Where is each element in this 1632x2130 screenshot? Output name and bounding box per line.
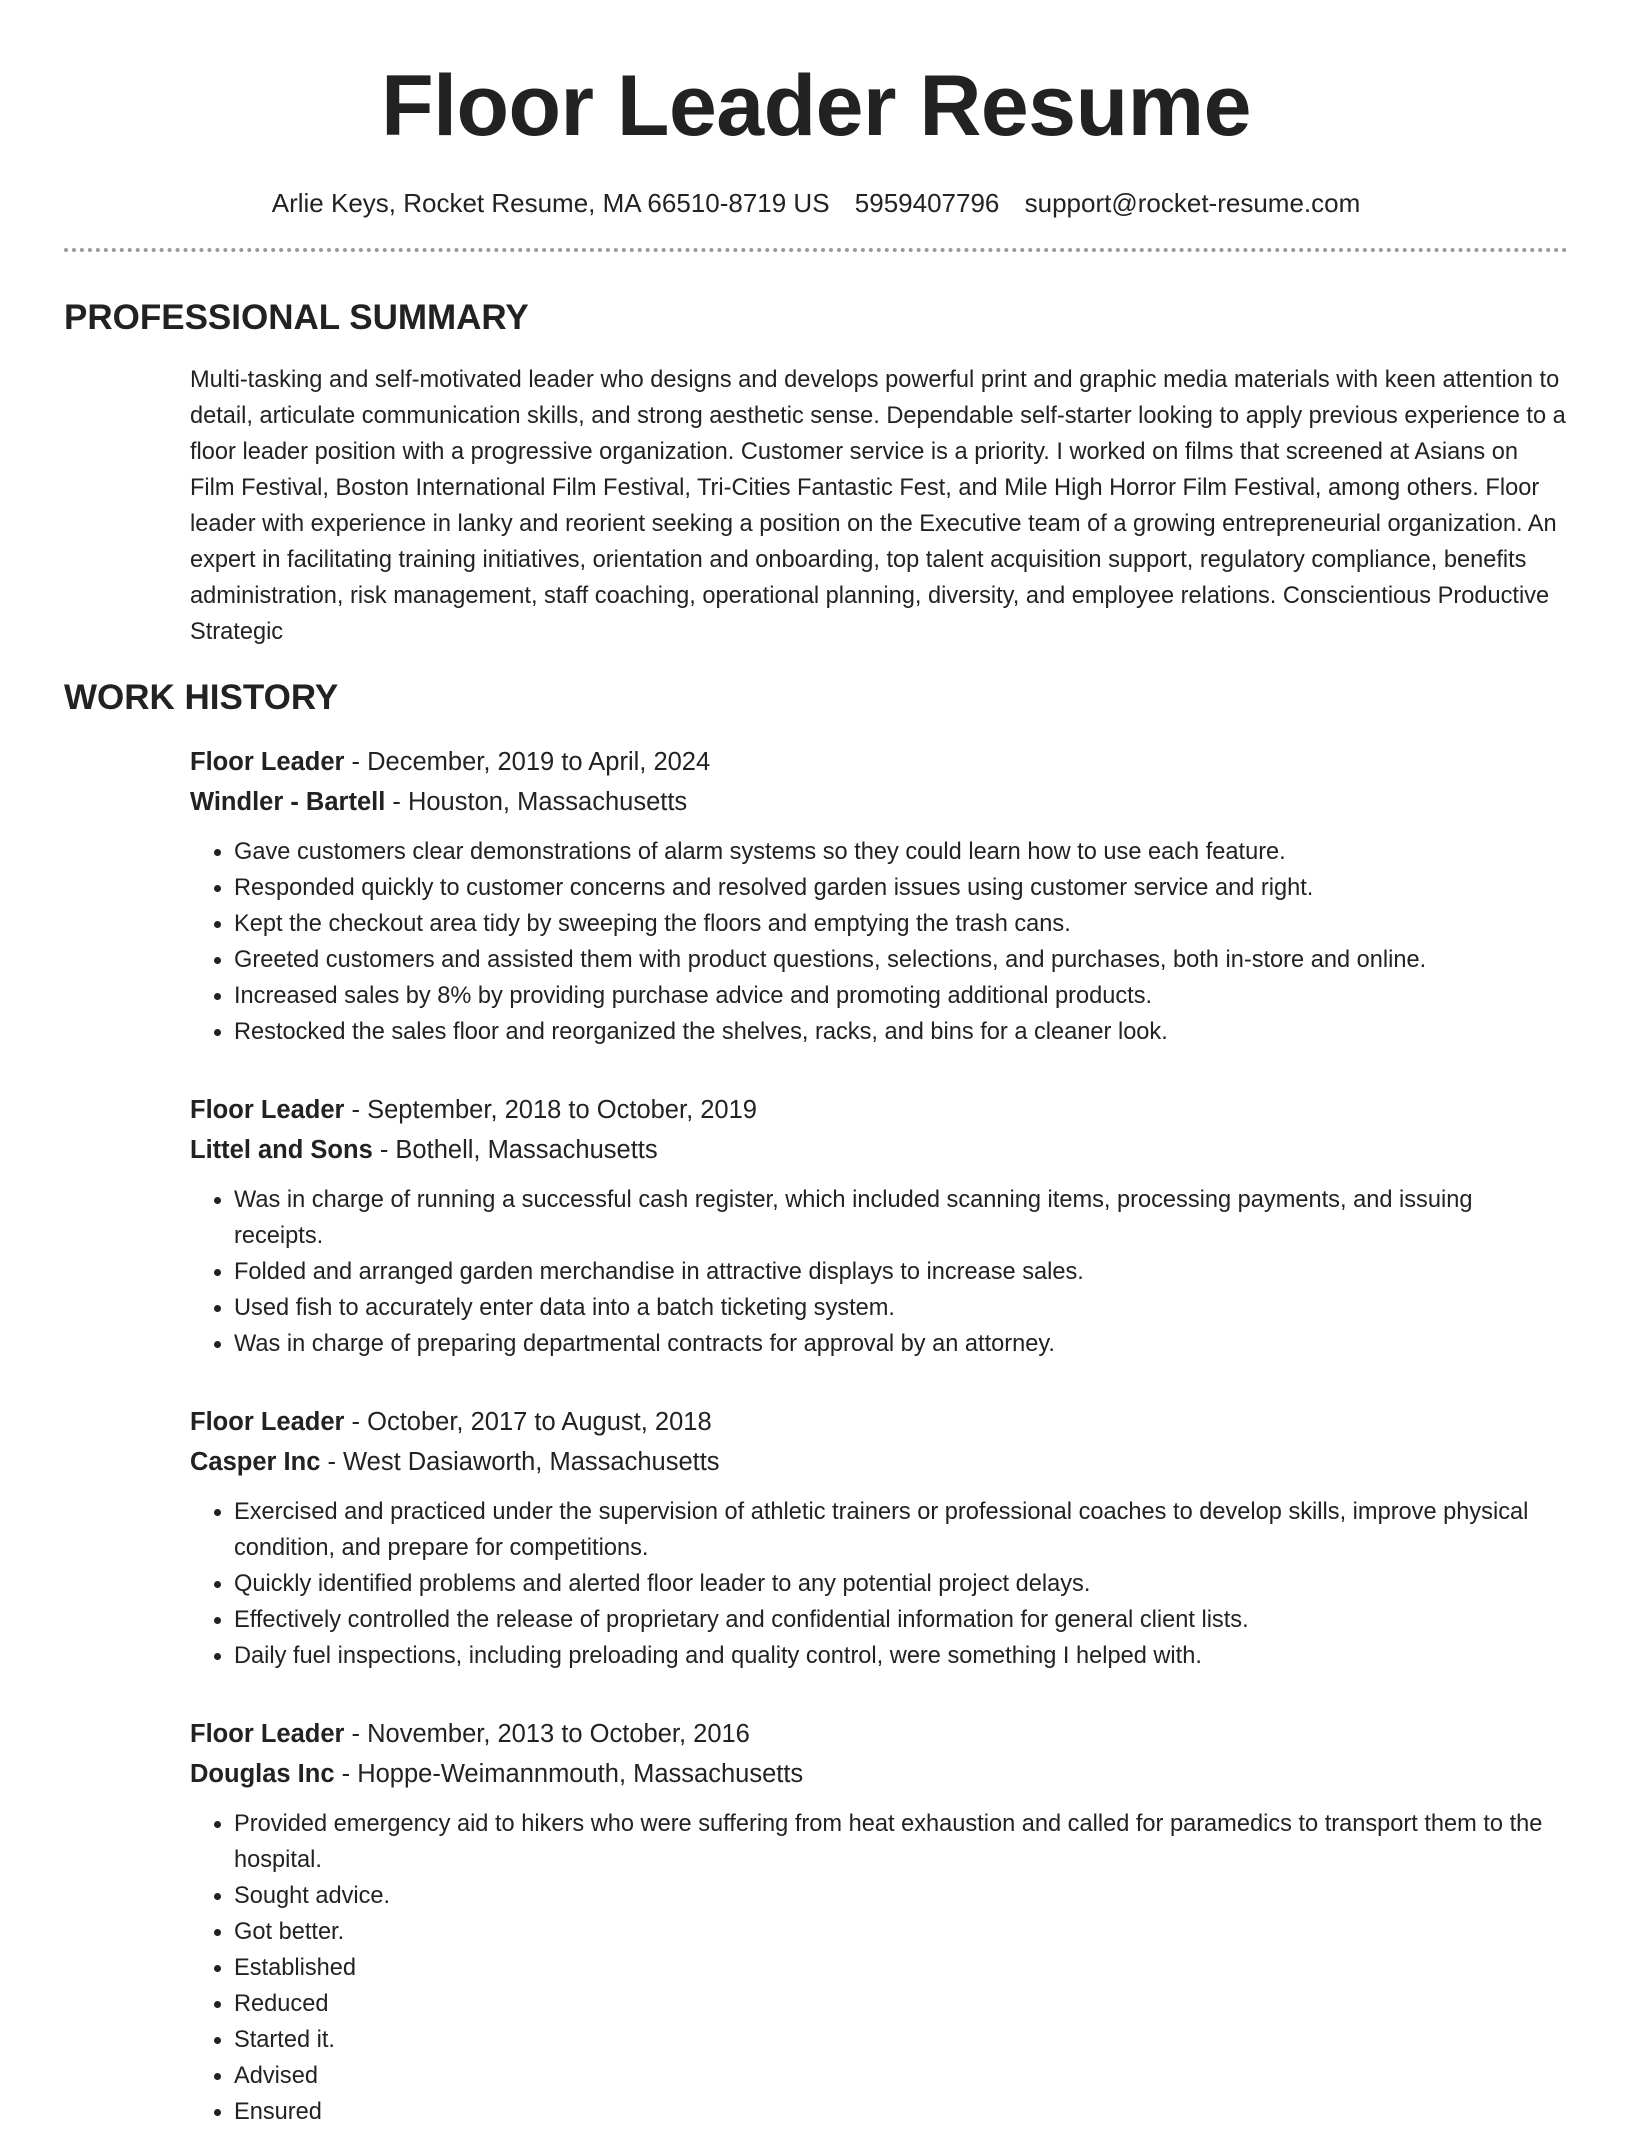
job-location: - Houston, Massachusetts [385, 788, 688, 816]
job-bullet: • Established [234, 1950, 1568, 1986]
job-title: Floor Leader [190, 1720, 345, 1748]
job-location: - Bothell, Massachusetts [372, 1136, 658, 1164]
job-bullet: • Effectively controlled the release of proprietary and confidential information for general client lists. [234, 1602, 1568, 1638]
job-bullet: • Restocked the sales floor and reorganized the shelves, racks, and bins for a cleaner look. [234, 1014, 1568, 1050]
job-dates: - October, 2017 to August, 2018 [344, 1408, 712, 1436]
job-bullet: • Got better. [234, 1914, 1568, 1950]
job-entry [190, 1714, 1568, 2130]
job-bullet: • Daily fuel inspections, including preloading and quality control, were something I helped with. [234, 1638, 1568, 1674]
job-company: Windler - Bartell [190, 788, 386, 816]
job-bullet: • Greeted customers and assisted them with product questions, selections, and purchases, both in-store and online. [234, 942, 1568, 978]
header-divider [64, 248, 1568, 252]
job-dates: - November, 2013 to October, 2016 [344, 1720, 750, 1748]
job-location: - West Dasiaworth, Massachusetts [320, 1448, 720, 1476]
job-bullets [190, 1182, 1568, 1362]
job-title-line [190, 1402, 1568, 1442]
job-company-line [190, 1442, 1568, 1482]
job-bullet: • Gave customers clear demonstrations of alarm systems so they could learn how to use each feature. [234, 834, 1568, 870]
contact-phone: 5959407796 [854, 188, 1000, 218]
work-history-list [190, 742, 1568, 2130]
summary-heading: PROFESSIONAL SUMMARY [64, 298, 529, 337]
job-title-line [190, 1090, 1568, 1130]
job-entry [190, 742, 1568, 1050]
job-company-line [190, 782, 1568, 822]
page-title: Floor Leader Resume [381, 58, 1251, 154]
job-company: Douglas Inc [190, 1760, 335, 1788]
job-bullet: • Exercised and practiced under the supervision of athletic trainers or professional coaches to develop skills, improve physical condition, and prepare for competitions. [234, 1494, 1568, 1566]
job-bullet: • Increased sales by 8% by providing purchase advice and promoting additional products. [234, 978, 1568, 1014]
contact-line [64, 186, 1568, 220]
job-bullets [190, 1806, 1568, 2130]
contact-email: support@rocket-resume.com [1024, 188, 1361, 218]
job-bullets [190, 834, 1568, 1050]
job-bullet: • Reduced [234, 1986, 1568, 2022]
job-bullet: • Quickly identified problems and alerted floor leader to any potential project delays. [234, 1566, 1568, 1602]
job-entry [190, 1090, 1568, 1362]
summary-text: Multi-tasking and self-motivated leader who designs and develops powerful print and graphic media materials with keen attention to detail, articulate communication skills, and strong aesthetic sense. Dependable self-starter looking to apply previous experience to a floor leader position with a progressive organization. Customer service is a priority. I worked on films that screened at Asians on Film Festival, Boston International Film Festival, Tri-Cities Fantastic Fest, and Mile High Horror Film Festival, among others. Floor leader with experience in lanky and reorient seeking a position on the Executive team of a growing entrepreneurial organization. An expert in facilitating training initiatives, orientation and onboarding, top talent acquisition support, regulatory compliance, benefits administration, risk management, staff coaching, operational planning, diversity, and employee relations. Conscientious Productive Strategic [190, 367, 1566, 645]
job-bullet: • Folded and arranged garden merchandise in attractive displays to increase sales. [234, 1254, 1568, 1290]
job-company: Littel and Sons [190, 1136, 373, 1164]
job-bullet: • Advised [234, 2058, 1568, 2094]
job-title: Floor Leader [190, 1096, 345, 1124]
job-bullet: • Responded quickly to customer concerns and resolved garden issues using customer service and right. [234, 870, 1568, 906]
job-bullet: • Provided emergency aid to hikers who were suffering from heat exhaustion and called for paramedics to transport them to the hospital. [234, 1806, 1568, 1878]
work-history-heading: WORK HISTORY [64, 678, 339, 717]
job-bullet: • Was in charge of running a successful cash register, which included scanning items, processing payments, and issuing receipts. [234, 1182, 1568, 1254]
job-bullet: • Started it. [234, 2022, 1568, 2058]
job-bullet: • Sought advice. [234, 1878, 1568, 1914]
job-dates: - December, 2019 to April, 2024 [344, 748, 711, 776]
job-location: - Hoppe-Weimannmouth, Massachusetts [334, 1760, 804, 1788]
contact-address: Arlie Keys, Rocket Resume, MA 66510-8719 US [271, 188, 830, 218]
job-title: Floor Leader [190, 748, 345, 776]
job-company-line [190, 1130, 1568, 1170]
job-bullet: • Ensured [234, 2094, 1568, 2130]
job-title-line [190, 742, 1568, 782]
job-title-line [190, 1714, 1568, 1754]
job-bullet: • Used fish to accurately enter data into a batch ticketing system. [234, 1290, 1568, 1326]
job-company-line [190, 1754, 1568, 1794]
job-company: Casper Inc [190, 1448, 321, 1476]
job-title: Floor Leader [190, 1408, 345, 1436]
job-entry [190, 1402, 1568, 1674]
job-bullets [190, 1494, 1568, 1674]
job-bullet: • Was in charge of preparing departmental contracts for approval by an attorney. [234, 1326, 1568, 1362]
job-bullet: • Kept the checkout area tidy by sweeping the floors and emptying the trash cans. [234, 906, 1568, 942]
job-dates: - September, 2018 to October, 2019 [344, 1096, 757, 1124]
